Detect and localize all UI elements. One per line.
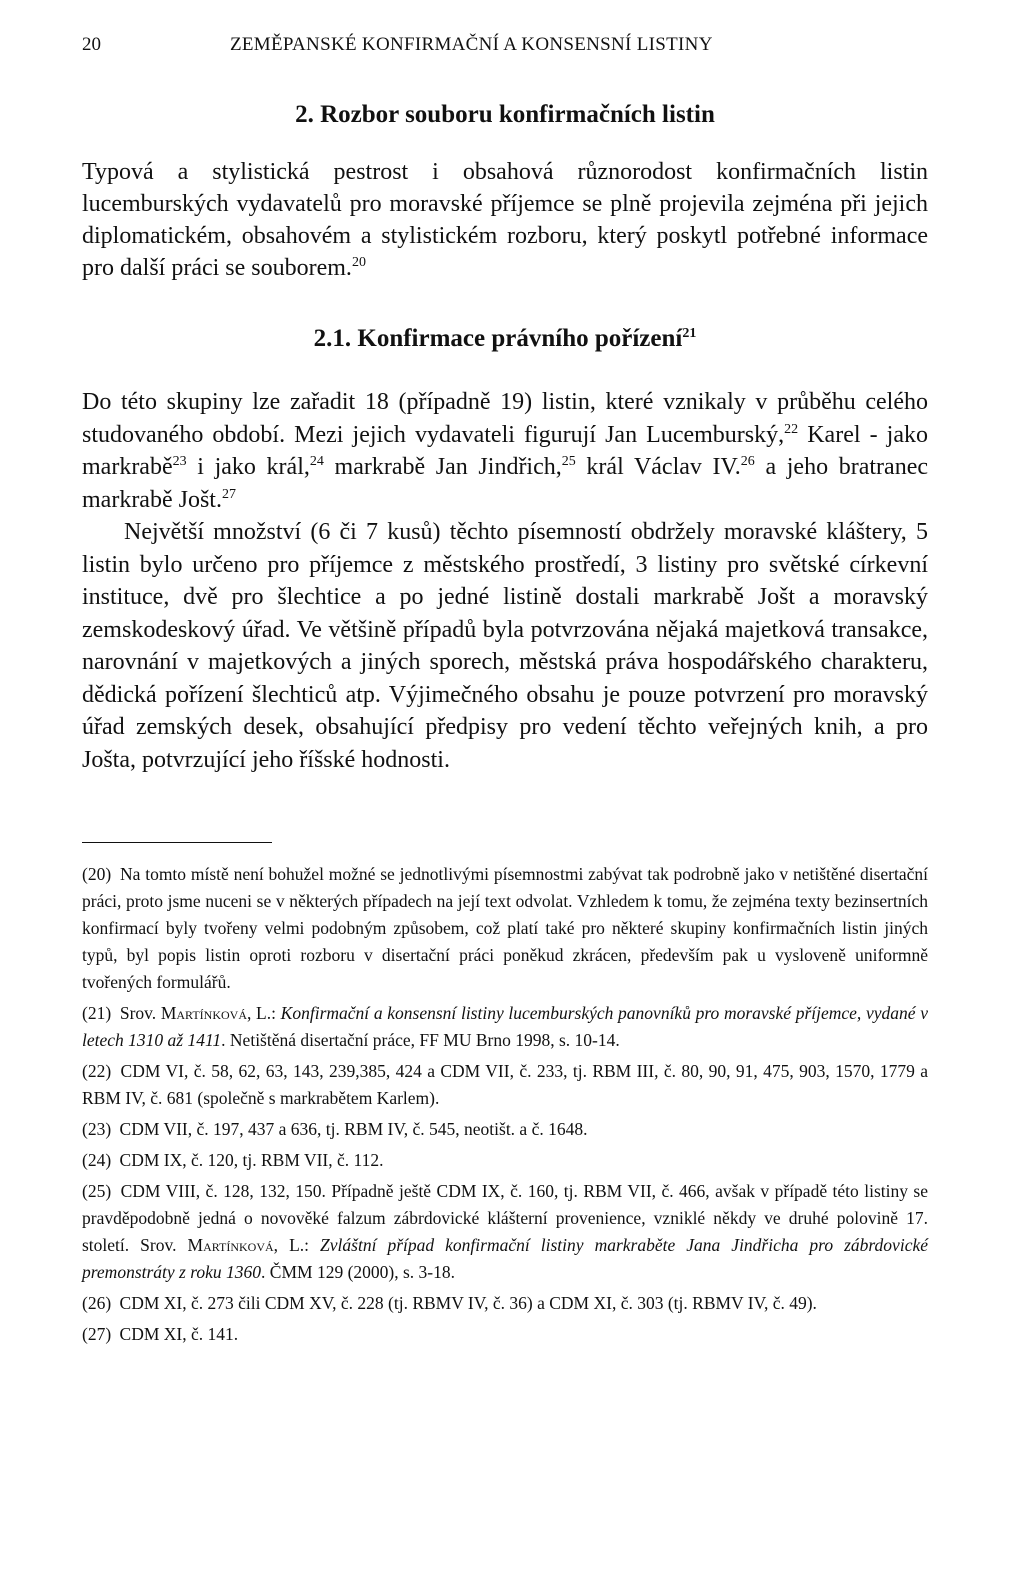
note-ref-26[interactable]: 26 <box>740 454 755 469</box>
footnote-23 <box>82 1116 928 1143</box>
section-heading: 2. Rozbor souboru konfirmačních listin <box>295 101 715 128</box>
footnotes <box>82 861 928 1348</box>
footnote-marker: (22) <box>82 1061 112 1081</box>
footnote-27 <box>82 1321 928 1348</box>
footnote-25 <box>82 1178 928 1286</box>
note-ref-27[interactable]: 27 <box>221 486 236 502</box>
footnote-marker: (23) <box>82 1119 112 1139</box>
footnote-20 <box>82 861 928 996</box>
footnote-24 <box>82 1147 928 1174</box>
work-title: Zvláštní případ konfirmační listiny markraběte Jana Jindřicha pro zábrdovické premonstráty z roku 1360 <box>82 1235 928 1282</box>
footnote-text: . Netištěná disertační práce, FF MU Brno 1998, s. 10-14. <box>221 1030 620 1050</box>
note-ref-25[interactable]: 25 <box>561 454 576 469</box>
author-name: Martínková, L. <box>187 1235 305 1255</box>
paragraph-intro <box>82 156 928 284</box>
page-number: 20 <box>82 34 101 55</box>
paragraph-issuers <box>82 386 928 516</box>
footnote-marker: (20) <box>82 864 112 884</box>
footnote-text: Srov. <box>119 1003 161 1023</box>
footnote-marker: (25) <box>82 1181 112 1201</box>
paragraph-recipients: Největší množství (6 či 7 kusů) těchto písemností obdržely moravské kláštery, 5 listin bylo určeno pro příjemce z městského prostředí, 3 listiny pro světské církevní instituce, dvě pro šlechtice a po jedné listině dostali markrabě Jošt a moravský zemskodeskový úřad. Ve většině případů byla potvrzována nějaká majetková transakce, narovnání v majetkových a jiných sporech, městská práva hospodářského charakteru, dědická pořízení šlechticů atp. Výjimečného obsahu je pouze potvrzení pro moravský úřad zemských desek, obsahující předpisy pro vedení těchto veřejných knih, a pro Jošta, potvrzující jeho říšské hodnosti. <box>82 519 928 773</box>
text-run: král Václav IV. <box>575 454 741 480</box>
footnote-text: CDM VIII, č. 128, 132, 150. Případně ještě CDM IX, č. 160, tj. RBM VII, č. 466, avšak v případě této listiny se pravděpodobně jedná o novověké falzum zábrdovické klášterní provenience, vzniklé někdy ve druhé polovině 17. století. Srov. <box>82 1181 929 1255</box>
footnote-divider <box>82 842 272 843</box>
footnote-text: CDM XI, č. 141. <box>119 1324 239 1344</box>
footnote-26 <box>82 1290 928 1317</box>
footnote-22 <box>82 1058 928 1112</box>
text-run: a jeho bratranec markrabě Jošt. <box>82 454 928 513</box>
running-header <box>82 34 928 64</box>
text-run: Karel - jako markrabě <box>82 421 928 480</box>
footnote-marker: (21) <box>82 1003 112 1023</box>
paragraph-intro-text: Typová a stylistická pestrost i obsahová různorodost konfirmačních listin lucemburských vydavatelů pro moravské příjemce se plně projevila zejména při jejich diplomatickém, obsahovém a stylistickém rozboru, který poskytl potřebné informace pro další práci se souborem. <box>82 159 928 281</box>
footnote-text: : <box>304 1235 321 1255</box>
text-run: i jako král, <box>186 454 310 480</box>
page <box>82 34 928 1352</box>
footnote-marker: (26) <box>82 1293 112 1313</box>
note-ref-22[interactable]: 22 <box>784 421 799 437</box>
note-ref-20[interactable]: 20 <box>351 255 366 270</box>
footnote-text: CDM XI, č. 273 čili CDM XV, č. 228 (tj. RBMV IV, č. 36) a CDM XI, č. 303 (tj. RBMV IV, č. 49). <box>119 1293 817 1313</box>
subsection-heading <box>82 324 928 354</box>
footnote-text: Na tomto místě není bohužel možné se jednotlivými písemnostmi zabývat tak podrobně jako v netištěné disertační práci, proto jsme nuceni se v některých případech na její text odvolat. Vzhledem k tomu, že zejména texty bezinsertních konfirmací byly tvořeny velmi podobným způsobem, což platí také pro některé skupiny konfirmačních listin jiných typů, byl popis listin oproti rozboru v disertační práci poněkud zkrácen, především pak u vysloveně uniformně tvořených formulářů. <box>82 864 929 992</box>
footnote-marker: (24) <box>82 1150 112 1170</box>
footnote-marker: (27) <box>82 1324 112 1344</box>
note-ref-21[interactable]: 21 <box>682 326 697 341</box>
work-title: Konfirmační a konsensní listiny lucemburských panovníků pro moravské příjemce, vydané v letech 1310 až 1411 <box>82 1003 928 1050</box>
subsection-title: 2.1. Konfirmace právního pořízení <box>313 325 683 352</box>
footnote-text: : <box>271 1003 281 1023</box>
note-ref-23[interactable]: 23 <box>172 454 187 469</box>
text-run: Do této skupiny lze zařadit 18 (případně 19) listin, které vznikaly v průběhu celého studovaného období. Mezi jejich vydavateli figurují Jan Lucemburský, <box>82 389 928 448</box>
footnote-text: . ČMM 129 (2000), s. 3-18. <box>261 1262 456 1282</box>
footnote-21 <box>82 1000 928 1054</box>
author-name: Martínková, L. <box>160 1003 272 1023</box>
text-run: markrabě Jan Jindřich, <box>323 454 562 480</box>
note-ref-24[interactable]: 24 <box>309 454 324 469</box>
footnote-text: CDM VI, č. 58, 62, 63, 143, 239,385, 424 a CDM VII, č. 233, tj. RBM III, č. 80, 90, 91, 475, 903, 1570, 1779 a RBM IV, č. 681 (společně s markrabětem Karlem). <box>82 1061 929 1108</box>
running-title: ZEMĚPANSKÉ KONFIRMAČNÍ A KONSENSNÍ LISTINY <box>230 34 713 55</box>
footnote-text: CDM IX, č. 120, tj. RBM VII, č. 112. <box>119 1150 384 1170</box>
footnote-text: CDM VII, č. 197, 437 a 636, tj. RBM IV, č. 545, neotišt. a č. 1648. <box>119 1119 588 1139</box>
